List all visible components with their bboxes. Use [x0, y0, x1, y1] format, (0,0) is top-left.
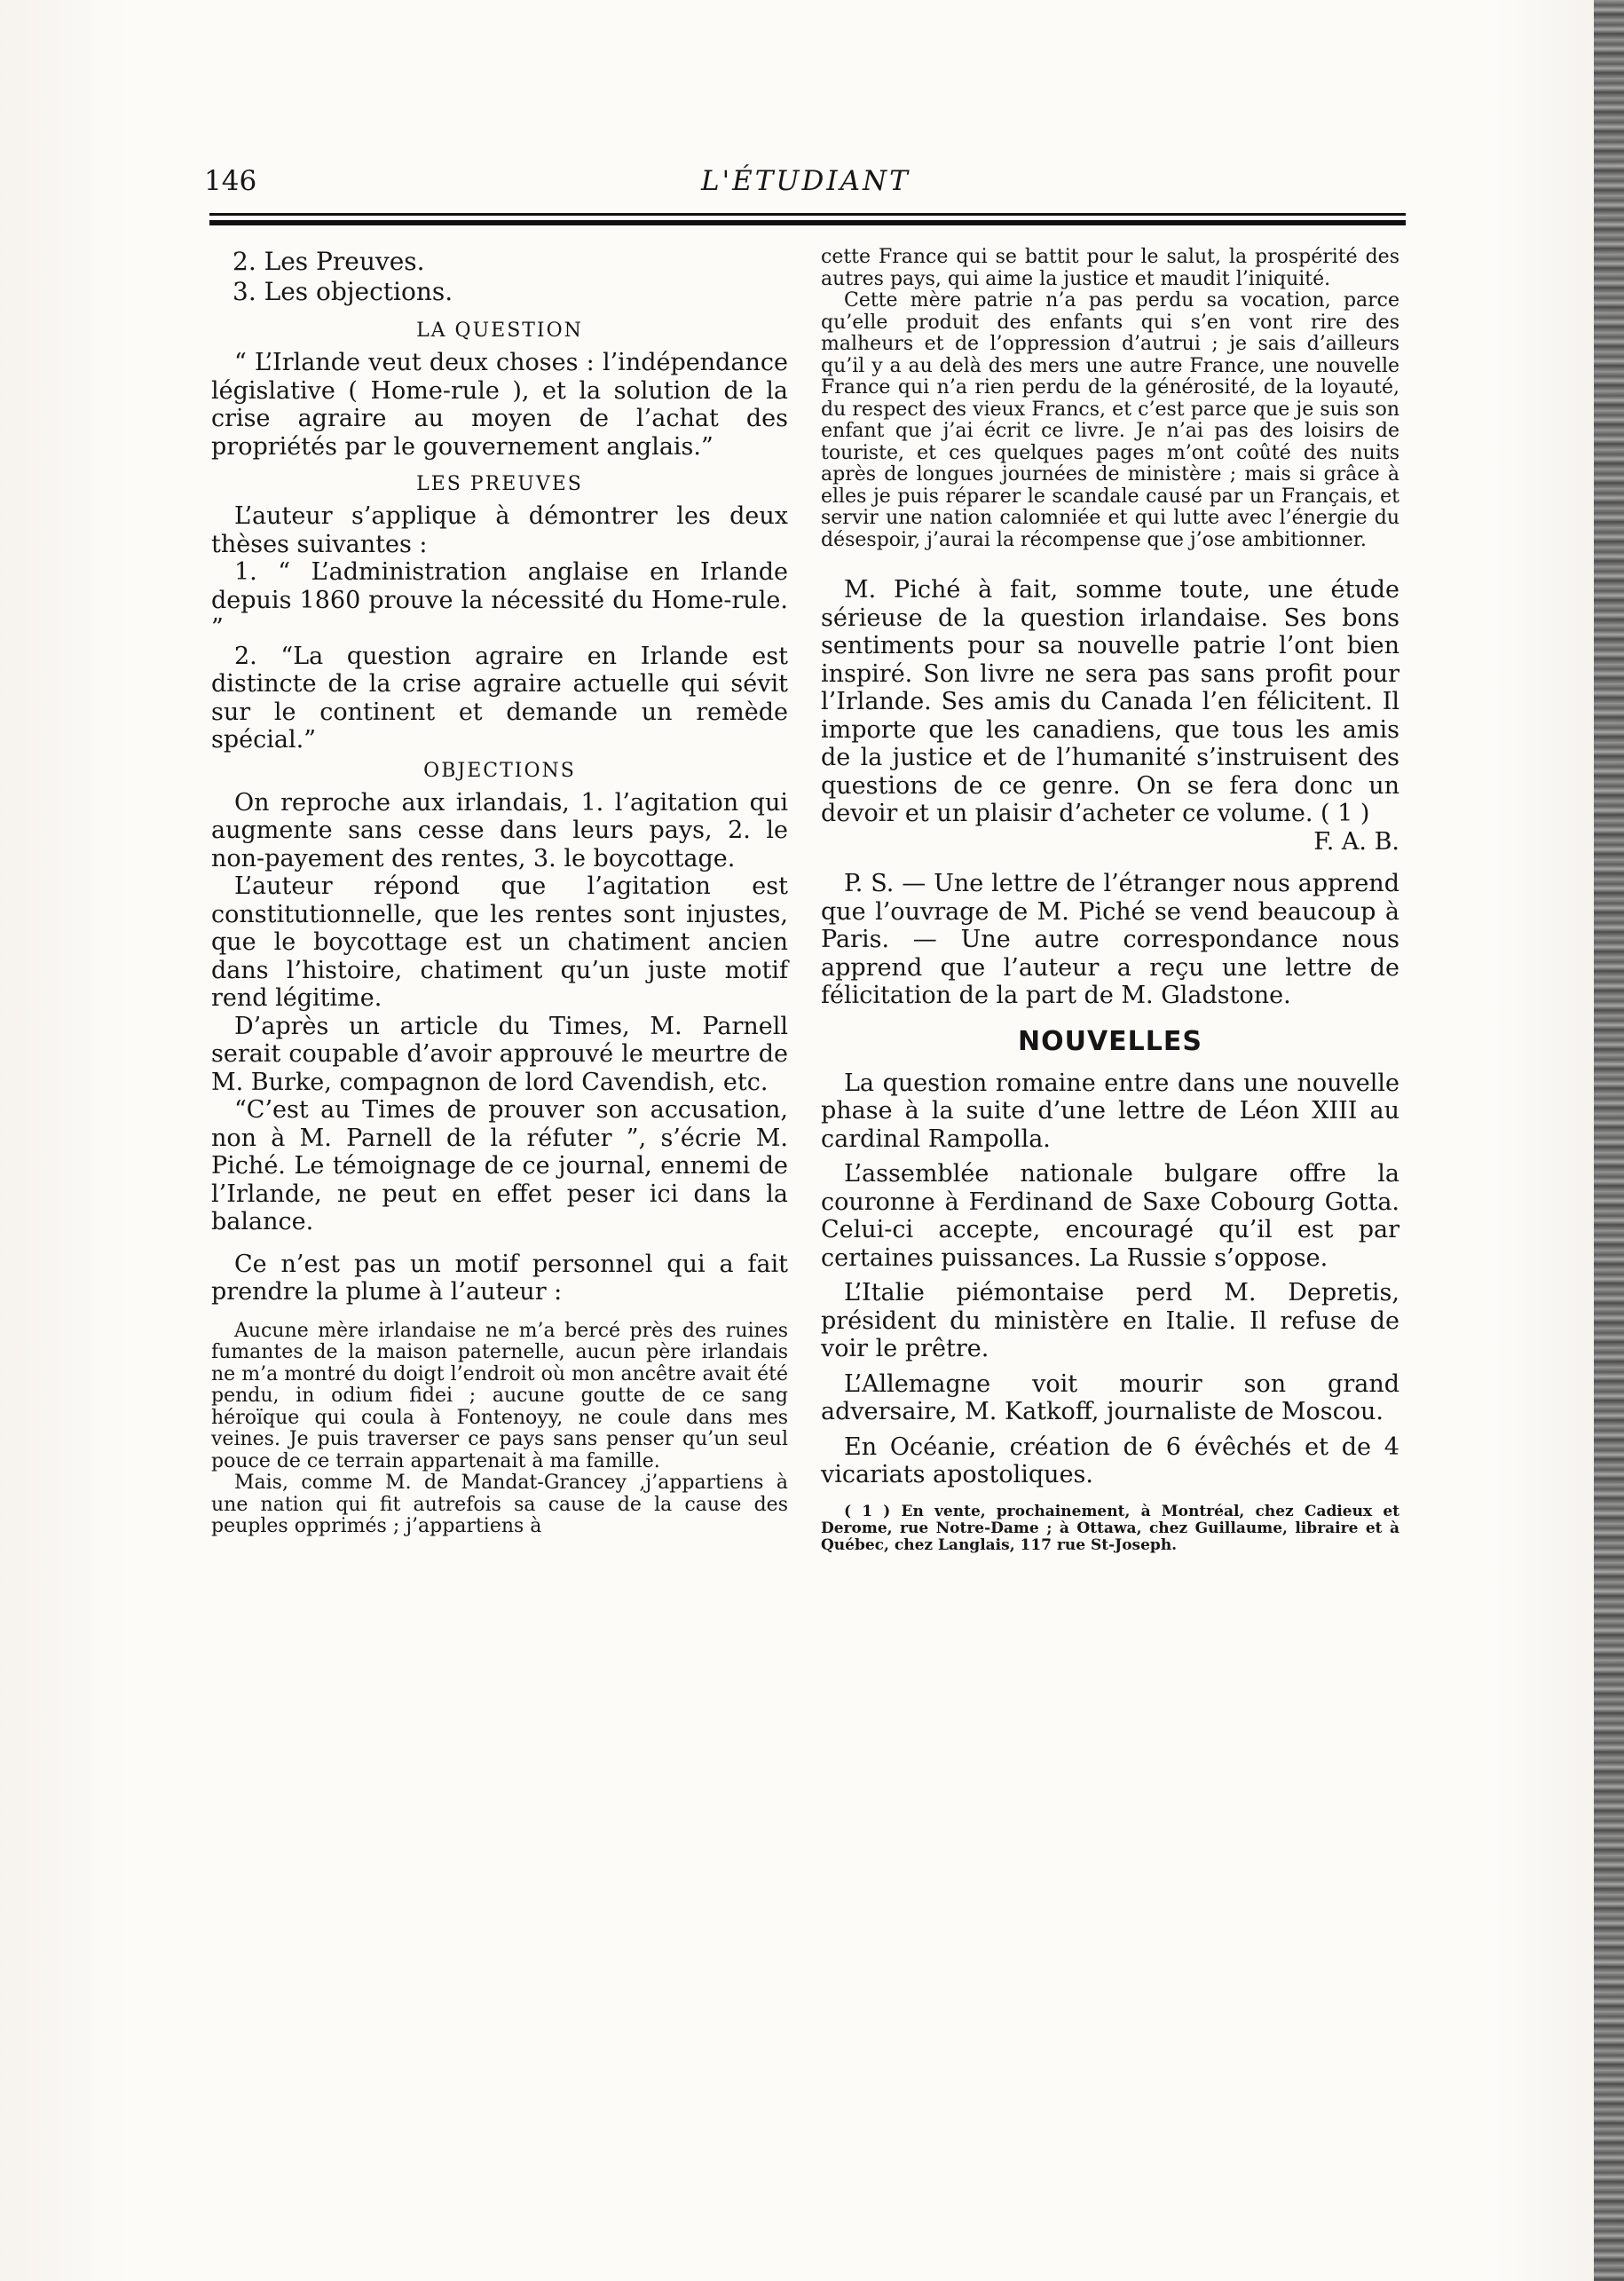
objections-para-2: L’auteur répond que l’agitation est constitutionnelle, que les rentes sont injustes, que le boycottage est un chatiment ancien dans l’histoire, chatiment qu’un juste motif rend légitime. — [211, 872, 788, 1012]
news-item-1: La question romaine entre dans une nouvelle phase à la suite d’une lettre de Léon XIII au cardinal Rampolla. — [821, 1069, 1399, 1153]
author-signature: F. A. B. — [1313, 827, 1399, 856]
objections-para-3: D’après un article du Times, M. Parnell serait coupable d’avoir approuvé le meurtre de M. Burke, compagnon de lord Cavendish, etc. — [211, 1012, 788, 1096]
objections-para-5: Ce n’est pas un motif personnel qui a fait prendre la plume à l’auteur : — [211, 1250, 788, 1306]
header-rule-thin — [209, 213, 1406, 216]
news-item-5: En Océanie, création de 6 évêchés et de 4 vicariats apostoliques. — [821, 1433, 1399, 1488]
author-quote-3: Cette mère patrie n’a pas perdu sa vocation, parce qu’elle produit des enfants qui s’en vont rire des malheurs et de l’oppression d’autrui ; je sais d’ailleurs qu’il y a au delà des mers une autre France, une nouvelle France qui n’a rien perdu de la générosité, de la loyauté, du respect des vieux Francs, et c’est parce que je suis son enfant que j’ai écrit ce livre. Je n’ai pas des loisirs de touriste, et ces quelques pages m’ont coûté des nuits après de longues journées de ministère ; mais si grâce à elles je puis réparer le scandale causé par un Français, et servir une nation calomniée et qui lutte avec l’énergie du désespoir, j’aurai la récompense que j’ose ambitionner. — [821, 289, 1399, 551]
binding-edge — [1594, 0, 1624, 2281]
postscript: P. S. — Une lettre de l’étranger nous apprend que l’ouvrage de M. Piché se vend beaucoup à Paris. — Une autre correspondance nous apprend que l’auteur a reçu une lettre de félicitation de la part de M. Gladstone. — [821, 870, 1399, 1009]
author-quote-continued: cette France qui se battit pour le salut, la prospérité des autres pays, qui aime la justice et maudit l’iniquité. — [821, 246, 1399, 290]
objections-para-4: “C’est au Times de prouver son accusation, non à M. Parnell de la réfuter ”, s’écrie M. Piché. Le témoignage de ce journal, ennemi de l’Irlande, ne peut en effet peser ici dans la balance. — [211, 1096, 788, 1235]
right-column — [821, 247, 1399, 1554]
list-item-objections: 3. Les objections. — [233, 277, 453, 306]
page-number: 146 — [204, 165, 257, 197]
objections-para-1: On reproche aux irlandais, 1. l’agitation qui augmente sans cesse dans leurs pays, 2. le non-payement des rentes, 3. le boycottage. — [211, 788, 788, 872]
news-item-2: L’assemblée nationale bulgare offre la couronne à Ferdinand de Saxe Cobourg Gotta. Celui-ci accepte, encouragé qu’il est par certaines puissances. La Russie s’oppose. — [821, 1160, 1399, 1272]
section-title-objections: OBJECTIONS — [423, 759, 576, 782]
section-title-la-question: LA QUESTION — [416, 320, 583, 342]
left-column — [211, 247, 788, 1538]
les-preuves-intro: L’auteur s’applique à démontrer les deux thèses suivantes : — [211, 502, 788, 558]
footnote: ( 1 ) En vente, prochainement, à Montréal, chez Cadieux et Derome, rue Notre-Dame ; à Ottawa, chez Guillaume, libraire et à Québec, chez Langlais, 117 rue St-Joseph. — [821, 1502, 1399, 1554]
section-title-les-preuves: LES PREUVES — [416, 473, 583, 495]
thesis-1: 1. “ L’administration anglaise en Irlande depuis 1860 prouve la nécessité du Home-rule. ” — [211, 558, 788, 642]
la-question-text: “ L’Irlande veut deux choses : l’indépendance législative ( Home-rule ), et la solution de la crise agraire au moyen de l’achat des propriétés par le gouvernement anglais.” — [211, 349, 788, 461]
thesis-2: 2. “La question agraire en Irlande est distincte de la crise agraire actuelle qui sévit sur le continent et demande un remède spécial.” — [211, 642, 788, 754]
review-conclusion: M. Piché à fait, somme toute, une étude sérieuse de la question irlandaise. Ses bons sentiments pour sa nouvelle patrie l’ont bien inspiré. Son livre ne sera pas sans profit pour l’Irlande. Ses amis du Canada l’en félicitent. Il importe que les canadiens, que tous les amis de la justice et de l’humanité s’instruisent des questions de ce genre. On se fera donc un devoir et un plaisir d’acheter ce volume. ( 1 ) — [821, 576, 1399, 827]
list-item-preuves: 2. Les Preuves. — [233, 247, 425, 276]
author-quote-2: Mais, comme M. de Mandat-Grancey ,j’appartiens à une nation qui fit autrefois sa cause de la cause des peuples opprimés ; j’appartiens à — [211, 1472, 788, 1537]
page-header — [204, 165, 1402, 204]
journal-title: L'ÉTUDIANT — [701, 165, 911, 197]
news-heading: NOUVELLES — [1017, 1025, 1202, 1057]
news-item-4: L’Allemagne voit mourir son grand adversaire, M. Katkoff, journaliste de Moscou. — [821, 1369, 1399, 1425]
news-item-3: L’Italie piémontaise perd M. Depretis, président du ministère en Italie. Il refuse de voir le prêtre. — [821, 1279, 1399, 1362]
author-quote-1: Aucune mère irlandaise ne m’a bercé près des ruines fumantes de la maison paternelle, aucun père irlandais ne m’a montré du doigt l’endroit où mon ancêtre avait été pendu, in odium fidei ; aucune goutte de ce sang héroïque qui coula à Fontenoyy, ne coule dans mes veines. Je puis traverser ce pays sans penser qu’un seul pouce de ce terrain appartenait à ma famille. — [211, 1319, 788, 1472]
header-rule-thick — [209, 220, 1406, 225]
